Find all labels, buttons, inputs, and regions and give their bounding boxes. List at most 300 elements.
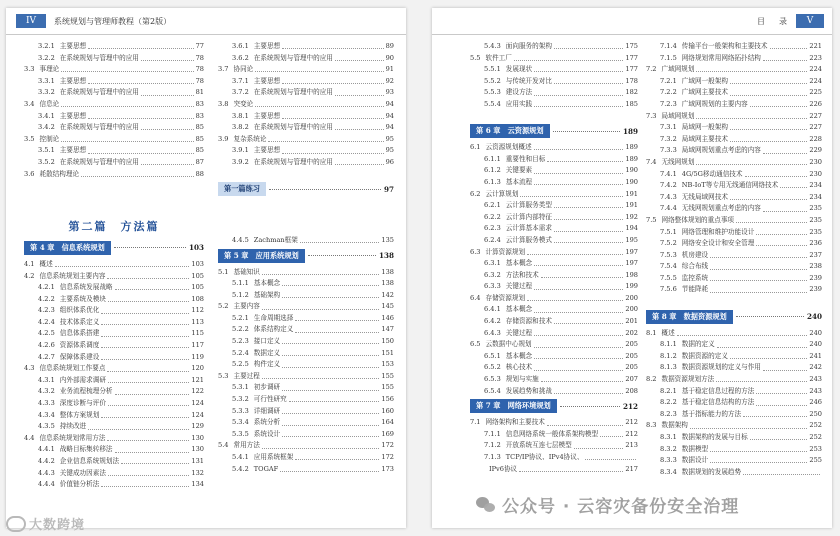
toc-entry-title: 建设方法 [505,88,533,97]
toc-spacer [24,192,204,204]
toc-entry-number: 7.5.1 [660,227,677,236]
toc-entry-number: 3.2.1 [38,42,55,50]
toc-entry-title: 在系统规划与管理中的应用 [253,53,333,62]
toc-entry-number: 5.5 [470,53,481,62]
right-page [432,8,832,528]
toc-entry-title: 企业信息系统规划法 [59,457,120,465]
toc-leader-dots [101,336,189,337]
toc-leader-dots [115,394,190,395]
toc-entry-number: 6.3.1 [484,259,501,268]
toc-entry [218,41,394,53]
toc-entry-title: 主要思想 [253,111,281,120]
toc-entry-number: 4.4.1 [38,445,55,454]
toc-entry [218,348,394,360]
toc-entry-number: 7.3.2 [660,134,677,143]
toc-entry-number: 5.4.3 [484,42,501,50]
toc-entry-number: 3.5.2 [38,157,55,166]
toc-entry-number: 7.2.2 [660,88,677,97]
toc-entry-number: 5.5.3 [484,88,501,97]
toc-entry-page: 190 [625,166,638,175]
toc-entry-number: 4.3.3 [38,399,55,408]
toc-entry-page: 192 [625,212,638,221]
toc-entry-page: 235 [809,215,822,224]
toc-entry-number: 6.4.1 [484,305,501,314]
toc-entry-number: 5.4 [218,441,229,450]
toc-entry [218,324,394,336]
toc-entry-title: 在系统规划与管理中的应用 [253,123,333,132]
toc-entry-number: 4.3.2 [38,387,55,396]
toc-leader-dots [696,164,807,165]
toc-entry-title: 主要思想 [59,146,87,155]
toc-entry-number: 3.3.1 [38,76,55,85]
right-running-title: 目 录 [757,17,790,26]
toc-entry-title: 机房建设 [681,250,709,259]
toc-entry-page: 105 [191,283,204,292]
toc-entry-number: 6.1.2 [484,166,501,175]
toc-entry [470,339,638,351]
toc-entry-title: 监控系统 [681,273,709,282]
toc-entry-page: 195 [625,235,638,244]
toc-leader-dots [335,164,384,165]
toc-entry-number: 8.3 [646,421,657,430]
toc-leader-dots [763,211,808,212]
toc-entry-number: 6.5.2 [484,363,501,372]
toc-entry-title: 主要系统及模块 [59,294,106,303]
toc-entry [24,64,204,76]
toc-entry-number: 3.4.1 [38,111,55,120]
toc-entry [646,444,822,456]
toc-entry [24,41,204,53]
toc-entry-number: 7.2.1 [660,76,677,85]
toc-entry [24,468,204,480]
toc-entry [218,382,394,394]
chapter-page: 97 [383,184,394,194]
toc-leader-dots [335,129,384,130]
chapter-title: 第一篇练习 [218,182,266,196]
toc-spacer [470,111,638,123]
toc-entry-title: 关键过程 [505,282,533,291]
toc-entry-number: 6.4.2 [484,317,501,326]
toc-entry-page: 229 [809,146,822,155]
toc-leader-dots [534,335,623,336]
toc-entry-page: 253 [809,444,822,453]
toc-entry-title: 局域网主要技术 [681,134,728,143]
toc-leader-dots [574,448,624,449]
toc-leader-dots [335,95,384,96]
toc-entry-number: 5.3.2 [232,395,249,404]
toc-entry [218,278,394,290]
toc-entry-page: 207 [625,375,638,384]
toc-leader-dots [730,141,807,142]
toc-entry [646,53,822,65]
toc-entry [646,351,822,363]
toc-entry-number: 5.2.4 [232,348,249,357]
toc-entry [24,169,204,181]
toc-entry [24,456,204,468]
toc-entry-number: 8.3.3 [660,456,677,465]
toc-entry-title: 整体方案规划 [59,410,100,419]
toc-entry-page: 246 [809,398,822,407]
toc-entry-number: 6.2.4 [484,235,501,244]
chapter-title: 第 7 章 网络环境规划 [470,399,557,413]
right-column-1 [470,41,638,475]
toc-entry [218,301,394,313]
toc-entry-title: 局域网一般架构 [681,123,728,132]
toc-entry-title: 信息系统发展战略 [59,283,113,292]
toc-entry-page: 239 [809,285,822,294]
toc-entry-page: 153 [381,360,394,369]
toc-entry-number: 3.9 [218,134,229,143]
toc-entry [470,316,638,328]
toc-entry-number: 5.3.4 [232,418,249,427]
toc-leader-dots [88,48,193,49]
toc-entry-page: 238 [809,262,822,271]
toc-entry-page: 205 [625,363,638,372]
toc-entry-number: 7.1.4 [660,42,677,50]
toc-entry-page: 155 [381,383,394,392]
left-page [6,8,406,528]
toc-entry-title: 关键要素 [505,166,533,175]
toc-entry-page: 173 [381,464,394,473]
toc-leader-dots [282,297,379,298]
toc-leader-dots [730,199,807,200]
toc-entry-page: 182 [625,88,638,97]
toc-entry [218,145,394,157]
toc-entry-title: 网络规划常用网络拓扑结构 [681,53,761,62]
toc-entry-title: 云计算基本需求 [505,224,552,233]
toc-entry-page: 236 [809,239,822,248]
toc-entry-title: 存储资源和技术 [505,317,552,326]
toc-entry [24,398,204,410]
toc-entry [218,452,394,464]
toc-entry [218,87,394,99]
toc-leader-dots [282,425,379,426]
toc-leader-dots [585,459,636,460]
toc-entry-title: Zachman框架 [253,235,298,244]
toc-entry-number: 4.2.4 [38,317,55,326]
toc-entry [470,200,638,212]
toc-entry-number: 4.1 [24,259,35,268]
toc-entry-number: 6.4.3 [484,328,501,337]
toc-entry [646,238,822,250]
toc-entry [646,169,822,181]
toc-entry [470,281,638,293]
toc-entry-number: 7.5.6 [660,285,677,294]
toc-entry-number: 7.5.3 [660,250,677,259]
toc-entry-title: 信息系统规划常用方法 [39,433,106,442]
toc-entry-title: 基本流程 [505,177,533,186]
toc-entry-number: 4.4 [24,433,35,442]
toc-leader-dots [101,324,189,325]
toc-entry-page: 202 [625,328,638,337]
toc-entry [646,111,822,123]
toc-entry [646,157,822,169]
toc-leader-dots [282,390,379,391]
toc-leader-dots [534,71,623,72]
toc-entry-page: 124 [191,399,204,408]
toc-entry [470,270,638,282]
toc-entry-page: 194 [625,224,638,233]
toc-entry-page: 239 [809,273,822,282]
toc-leader-dots [541,381,624,382]
toc-leader-dots [554,83,623,84]
toc-entry-number: 5.1.1 [232,279,249,288]
toc-entry-number: 5.3.1 [232,383,249,392]
toc-entry-number: 4.4.2 [38,457,55,465]
toc-entry [470,374,638,386]
toc-leader-dots [108,405,189,406]
toc-leader-dots [534,312,623,313]
toc-leader-dots [282,367,379,368]
toc-leader-dots [282,285,379,286]
toc-entry-number: 8.2 [646,375,657,384]
toc-leader-dots [763,153,808,154]
toc-leader-dots [295,459,379,460]
toc-entry [470,351,638,363]
toc-entry [218,235,394,247]
toc-entry-page: 175 [625,42,638,50]
toc-leader-dots [141,164,194,165]
toc-leader-dots [255,106,383,107]
toc-entry-page: 95 [385,146,394,155]
toc-entry-title: 基于稳定信息结构的方法 [681,398,755,407]
toc-entry-title: 开放系统互连七层模型 [505,441,572,450]
toc-leader-dots [780,187,807,188]
toc-entry-page: 85 [195,123,204,132]
toc-entry [24,410,204,422]
toc-entry [646,409,822,421]
toc-entry-title: 主要思想 [59,111,87,120]
toc-entry [646,64,822,76]
toc-leader-dots [541,277,624,278]
toc-entry-page: 87 [195,157,204,166]
toc-entry-number: 7.1.3 [484,453,501,461]
right-column-2 [646,41,822,478]
toc-entry-page: 243 [809,375,822,384]
toc-entry-title: 持续改进 [59,422,87,431]
toc-entry-title: 广域网主要技术 [681,88,728,97]
toc-spacer [24,180,204,192]
toc-entry-page: 235 [809,204,822,213]
toc-leader-dots [88,153,193,154]
toc-entry [24,386,204,398]
toc-entry [218,53,394,65]
toc-entry-number: 5.2.2 [232,325,249,334]
toc-entry [24,145,204,157]
toc-entry-number: 6.1.1 [484,154,501,163]
chapter-leader-dots [560,406,620,407]
toc-leader-dots [335,60,384,61]
toc-entry-title: 基本概念 [505,259,533,268]
toc-entry-title: 信息网络系统一般体系架构模型 [505,429,599,438]
toc-entry-number: 7.1 [470,418,481,427]
chapter-title: 第 5 章 应用系统规划 [218,249,305,263]
toc-entry-title: 存储资源规划 [485,293,526,302]
toc-leader-dots [696,71,807,72]
toc-leader-dots [534,289,623,290]
toc-entry-page: 112 [191,306,204,315]
toc-entry-number: 8.1.3 [660,363,677,372]
toc-entry-title: 主要思想 [253,42,281,50]
toc-leader-dots [730,129,807,130]
toc-leader-dots [750,439,808,440]
toc-leader-dots [554,242,623,243]
toc-leader-dots [534,370,623,371]
toc-entry-page: 228 [809,134,822,143]
toc-entry-number: 5.3.5 [232,429,249,438]
toc-entry-number: 7.2 [646,65,657,74]
toc-entry-page: 177 [625,65,638,74]
toc-leader-dots [262,378,380,379]
left-watermark-text: 大数跨境 [29,518,86,533]
toc-entry-page: 198 [625,270,638,279]
toc-entry [24,157,204,169]
toc-entry-number: 7.4.4 [660,204,677,213]
toc-entry-number: 3.6.2 [232,53,249,62]
toc-entry-title: 信息体系搭建 [59,329,100,338]
toc-entry-number: 4.3.4 [38,410,55,419]
toc-leader-dots [716,381,807,382]
toc-leader-dots [519,471,623,472]
toc-entry-title: 广域网规划的主要内容 [681,99,748,108]
toc-entry-number: 7.4.3 [660,192,677,201]
toc-leader-dots [101,486,189,487]
toc-entry-title: 概述 [661,328,675,337]
toc-entry [646,362,822,374]
toc-entry-page: 226 [809,99,822,108]
toc-entry-number: 7.4.1 [660,169,677,178]
toc-spacer [218,169,394,181]
toc-entry [24,53,204,65]
chapter-page: 212 [622,401,638,411]
toc-entry-page: 93 [385,88,394,97]
toc-entry [646,328,822,340]
toc-entry-page: 113 [191,317,204,326]
toc-entry-page: 243 [809,386,822,395]
toc-entry-page: 132 [191,468,204,477]
toc-entry [646,250,822,262]
toc-leader-dots [88,83,193,84]
toc-leader-dots [710,462,807,463]
toc-entry-number: 5.5.1 [484,65,501,74]
toc-entry [470,53,638,65]
toc-spacer [218,212,394,224]
toc-entry [218,111,394,123]
toc-entry-number: 8.1.1 [660,340,677,349]
toc-entry-page: 164 [381,418,394,427]
toc-entry-page: 78 [195,76,204,85]
toc-entry-page: 197 [625,259,638,268]
toc-leader-dots [295,332,379,333]
toc-entry [470,247,638,259]
toc-entry-number: 7.3.1 [660,123,677,132]
toc-entry-number: 4.2.6 [38,341,55,350]
toc-entry-page: 190 [625,177,638,186]
toc-entry-title: 深度诊断与评价 [59,399,106,408]
toc-entry-title: 信息论 [39,99,60,108]
toc-entry [470,64,638,76]
toc-entry-title: 传输平台一般架构和主要技术 [681,42,768,50]
toc-entry-number: 4.2.2 [38,294,55,303]
toc-leader-dots [710,292,807,293]
toc-entry [24,259,204,271]
toc-entry-number: 6.3.3 [484,282,501,291]
toc-leader-dots [554,323,623,324]
toc-entry [470,304,638,316]
toc-entry-title: 云计算服务模式 [505,235,552,244]
toc-leader-dots [756,393,807,394]
toc-leader-dots [730,95,807,96]
toc-entry [218,429,394,441]
toc-entry-title: 4G/5G移动通信技术 [681,169,743,178]
toc-entry-page: 223 [809,53,822,62]
toc-entry-page: 135 [381,235,394,244]
toc-entry-number: 5.5.4 [484,99,501,108]
chapter-heading [218,249,394,263]
toc-entry-title: 网络管理和维护功能设计 [681,227,755,236]
toc-entry-number: 5.4.2 [232,464,249,473]
toc-entry [24,340,204,352]
chapter-page: 240 [806,312,822,322]
part-title: 第二篇 方法篇 [68,219,160,233]
toc-entry-page: 212 [625,418,638,427]
toc-entry-page: 242 [809,363,822,372]
toc-leader-dots [743,474,820,475]
right-page-number: V [796,14,824,28]
toc-leader-dots [108,475,189,476]
toc-entry [24,479,204,491]
chapter-leader-dots [269,189,381,190]
toc-leader-dots [554,393,623,394]
toc-entry-title: 规划与实施 [505,375,539,384]
toc-entry-title: 业务流程梳理分析 [59,387,113,396]
chapter-heading [24,241,204,255]
toc-entry-title: IPv6协议 [489,464,518,473]
right-watermark-text: 公众号 · 云容灾备份安全治理 [502,497,740,517]
toc-entry-title: 云资源规划概述 [485,143,532,152]
toc-entry [24,122,204,134]
toc-entry-title: 软件工厂 [485,53,512,62]
toc-entry-title: 数据架构 [661,421,688,430]
toc-entry-page: 227 [809,111,822,120]
toc-entry-page: 81 [195,88,204,97]
toc-spacer [218,200,394,212]
toc-entry-title: 云计算内部特征 [505,212,552,221]
toc-entry-page: 151 [381,348,394,357]
toc-leader-dots [743,416,807,417]
toc-entry-page: 142 [381,290,394,299]
toc-leader-dots [534,173,623,174]
toc-leader-dots [696,118,807,119]
toc-entry [470,76,638,88]
toc-entry-title: 接口定义 [253,337,281,346]
toc-leader-dots [554,219,623,220]
toc-leader-dots [534,95,623,96]
toc-entry-page: 94 [385,123,394,132]
toc-leader-dots [600,436,623,437]
toc-entry-title: 局域网规划 [661,111,695,120]
toc-leader-dots [88,118,193,119]
toc-entry-title: 在系统规划与管理中的应用 [59,157,139,166]
toc-entry-title: 数据资源的定义 [681,351,728,360]
toc-entry-page: 234 [809,181,822,190]
toc-leader-dots [282,153,383,154]
toc-entry [646,284,822,296]
toc-entry [24,271,204,283]
toc-entry-title: 基本概念 [505,305,533,314]
toc-entry-page: 130 [191,445,204,454]
toc-entry [24,421,204,433]
